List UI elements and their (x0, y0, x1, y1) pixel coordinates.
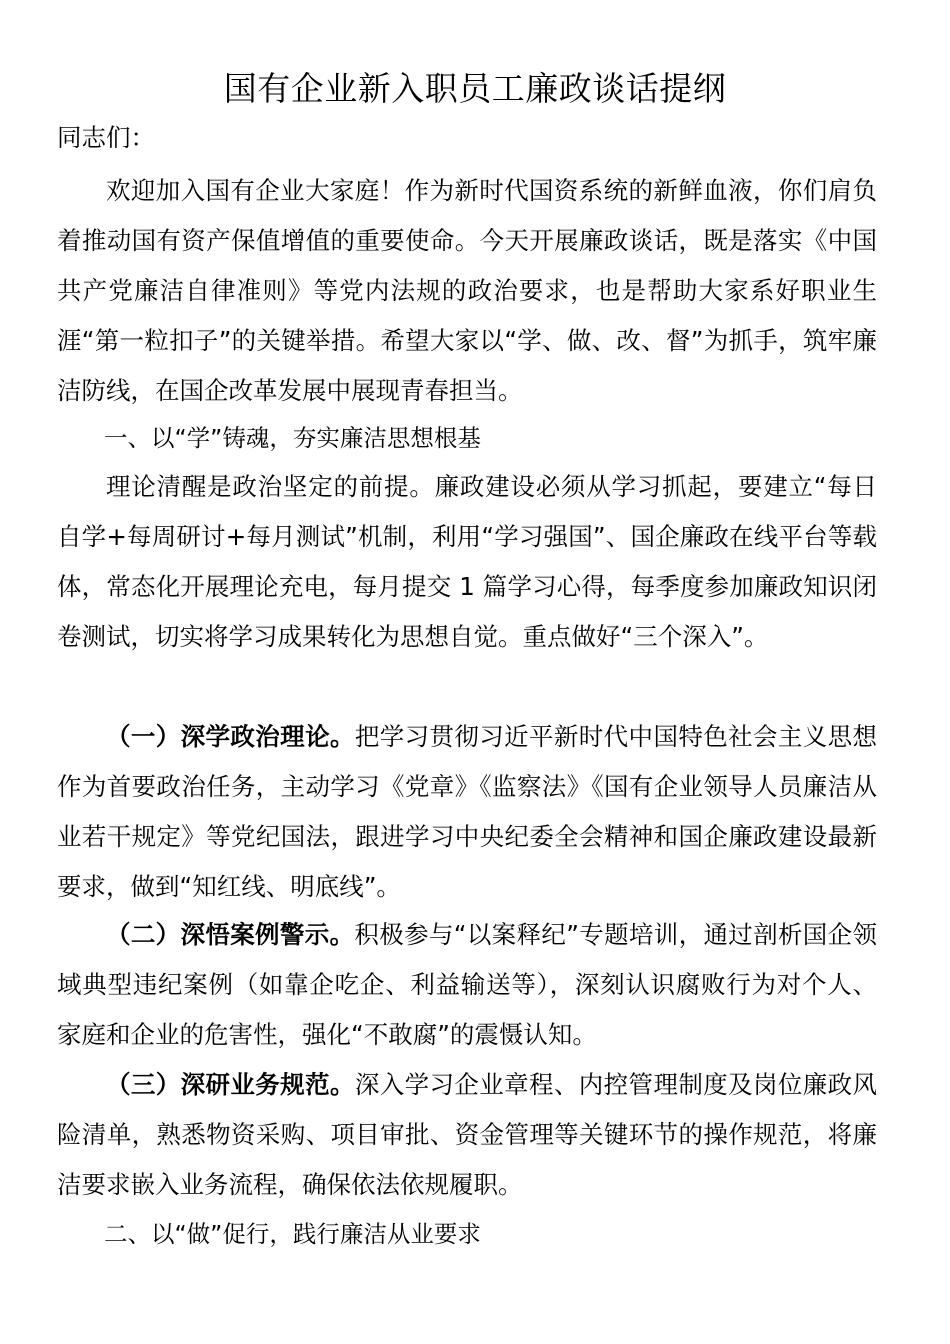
section-2-heading: 二、以“做”促行，践行廉洁从业要求 (104, 1220, 481, 1248)
subsection-2-paragraph (57, 910, 877, 1060)
subsection-3-text: 深入学习企业章程、内控管理制度及岗位廉政风险清单，熟悉物资采购、项目审批、资金管理等关键环节的操作规范，将廉洁要求嵌入业务流程，确保依法依规履职。 (57, 1070, 878, 1199)
document-title: 国有企业新入职员工廉政谈话提纲 (223, 69, 727, 108)
section-1-heading: 一、以“学”铸魂，夯实廉洁思想根基 (104, 424, 481, 452)
subsection-1-paragraph (57, 712, 877, 912)
subsection-2-text: 积极参与“以案释纪”专题培训，通过剖析国企领域典型违纪案例（如靠企吃企、利益输送等），深刻认识腐败行为对个人、家庭和企业的危害性，强化“不敢腐”的震慑认知。 (57, 920, 877, 1049)
subsection-2-lead: （二）深悟案例警示。 (106, 920, 355, 949)
salutation: 同志们： (57, 123, 155, 152)
subsection-3-paragraph (57, 1060, 877, 1210)
subsection-1-lead: （一）深学政治理论。 (106, 722, 355, 751)
subsection-1-text: 把学习贯彻习近平新时代中国特色社会主义思想作为首要政治任务，主动学习《党章》《监察法》《国有企业领导人员廉洁从业若干规定》等党纪国法，跟进学习中央纪委全会精神和国企廉政建设最新要求，做到“知红线、明底线”。 (57, 722, 878, 901)
subsection-3-lead: （三）深研业务规范。 (106, 1070, 355, 1099)
section-1-paragraph: 理论清醒是政治坚定的前提。廉政建设必须从学习抓起，要建立“每日自学+每周研讨+每月测试”机制，利用“学习强国”、国企廉政在线平台等载体，常态化开展理论充电，每月提交 1 篇学习心得，每季度参加廉政知识闭卷测试，切实将学习成果转化为思想自觉。重点做好“三个深入”。 (57, 472, 877, 651)
intro-paragraph: 欢迎加入国有企业大家庭！作为新时代国资系统的新鲜血液，你们肩负着推动国有资产保值增值的重要使命。今天开展廉政谈话，既是落实《中国共产党廉洁自律准则》等党内法规的政治要求，也是帮助大家系好职业生涯“第一粒扣子”的关键举措。希望大家以“学、做、改、督”为抓手，筑牢廉洁防线，在国企改革发展中展现青春担当。 (57, 176, 877, 405)
